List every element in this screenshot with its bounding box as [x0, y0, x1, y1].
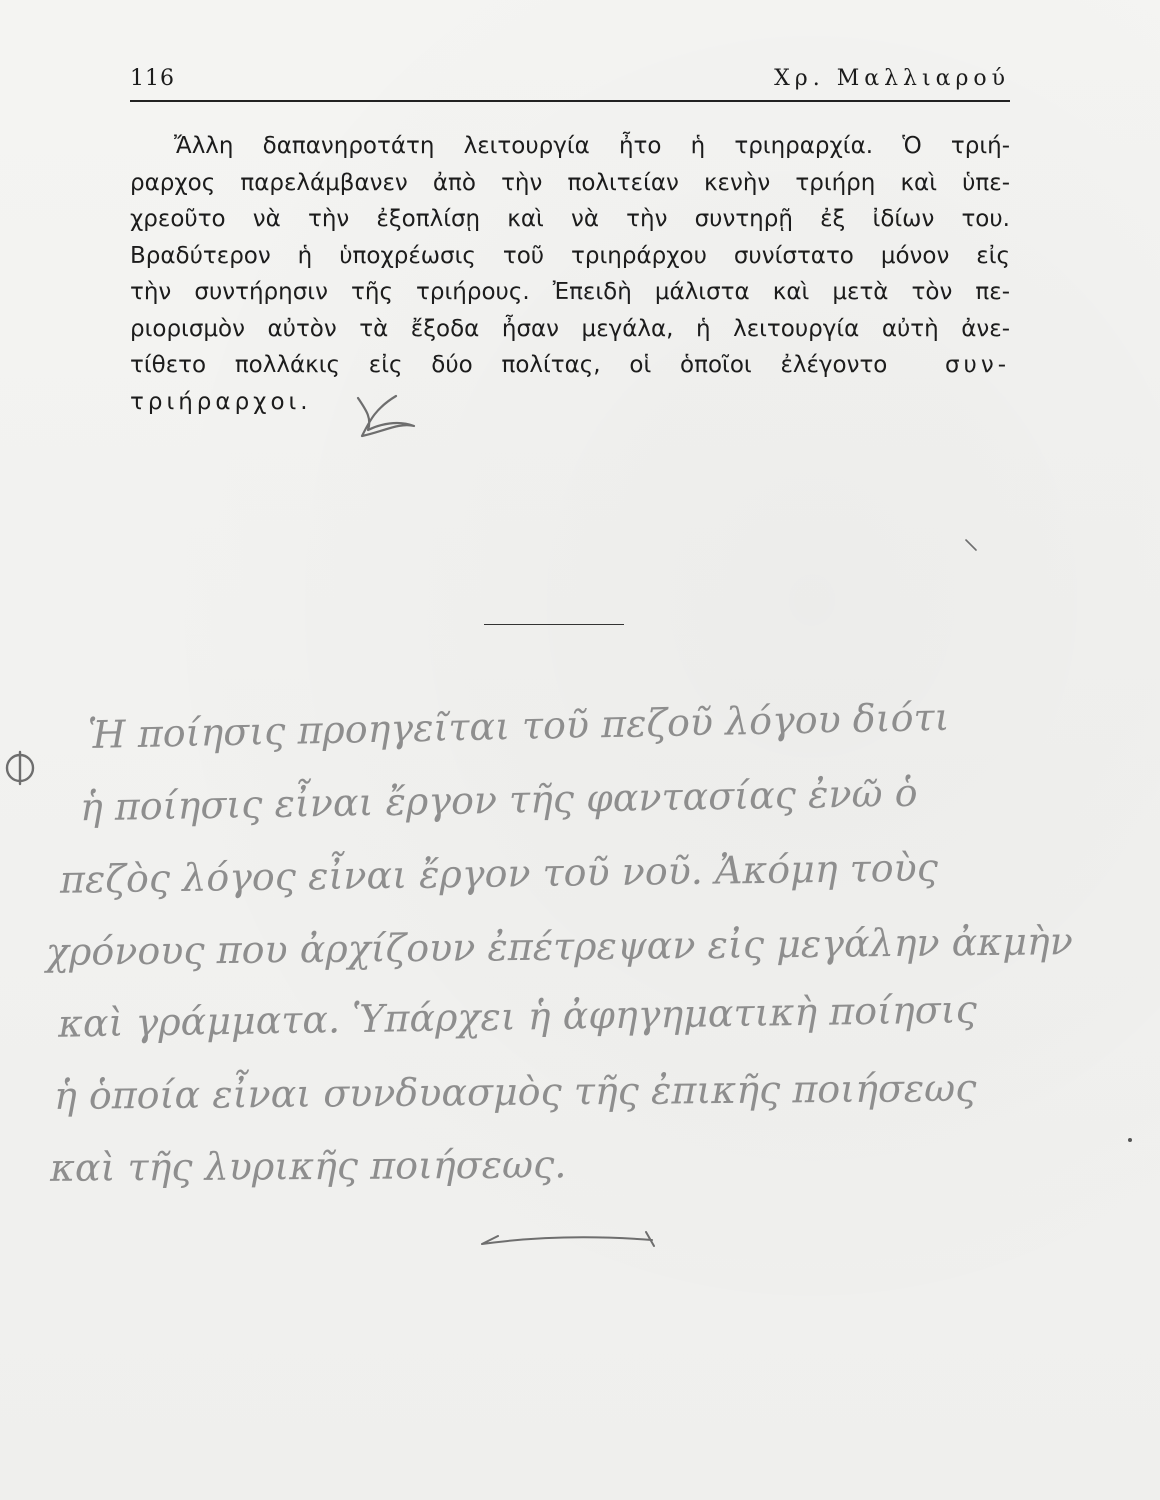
body-line: τὴν συντήρησιν τῆς τριήρους. Ἐπειδὴ μάλιστα καὶ μετὰ τὸν πε-	[130, 279, 1010, 305]
handwritten-line: πεζὸς λόγος εἶναι ἔργον τοῦ νοῦ. Ἀκόμη τοὺς	[59, 845, 939, 902]
body-line: Βραδύτερον ἡ ὑποχρέωσις τοῦ τριηράρχου συνίστατο μόνον εἰς	[130, 242, 1010, 269]
pencil-check-mark	[358, 396, 414, 436]
handwritten-line: καὶ τῆς λυρικῆς ποιήσεως.	[49, 1142, 567, 1190]
body-line: ραρχος παρελάμβανεν ἀπὸ τὴν πολιτείαν κενὴν τριήρη καὶ ὑπε-	[130, 169, 1010, 196]
spaced-word: συν-	[944, 352, 1011, 378]
pencil-end-stroke	[482, 1232, 654, 1246]
body-line: ριορισμὸν αὐτὸν τὰ ἔξοδα ἦσαν μεγάλα, ἡ λειτουργία αὐτὴ ἀνε-	[130, 315, 1010, 342]
handwritten-line: Ἡ ποίησις προηγεῖται τοῦ πεζοῦ λόγου διότι	[87, 694, 950, 757]
handwritten-line: ἡ ποίησις εἶναι ἔργον τῆς φαντασίας ἐνῶ ὁ	[79, 770, 918, 830]
handwritten-line: καὶ γράμματα. Ὑπάρχει ἡ ἀφηγηματικὴ ποίησις	[57, 987, 978, 1046]
body-line: χρεοῦτο νὰ τὴν ἐξοπλίσῃ καὶ νὰ τὴν συντηρῇ ἐξ ἰδίων του.	[130, 206, 1010, 232]
body-line: Ἄλλη δαπανηροτάτη λειτουργία ἦτο ἡ τριηραρχία. Ὁ τριή-	[174, 133, 1010, 159]
body-line-text: τίθετο πολλάκις εἰς δύο πολίτας, οἱ ὁποῖοι ἐλέγοντο	[130, 352, 888, 378]
spaced-word: τριήραρχοι.	[130, 388, 312, 415]
pencil-tick	[966, 540, 976, 550]
handwritten-line: ἡ ὁποία εἶναι συνδυασμὸς τῆς ἐπικῆς ποιήσεως	[53, 1065, 977, 1118]
handwritten-line: χρόνους που ἀρχίζουν ἐπέτρεψαν εἰς μεγάλην ἀκμὴν	[45, 919, 1074, 974]
page-number: 116	[130, 66, 175, 91]
running-head: Χρ. Μαλλιαρού	[774, 66, 1010, 91]
bleed-through-text	[140, 1180, 1040, 1207]
pencil-dot	[1128, 1138, 1132, 1142]
